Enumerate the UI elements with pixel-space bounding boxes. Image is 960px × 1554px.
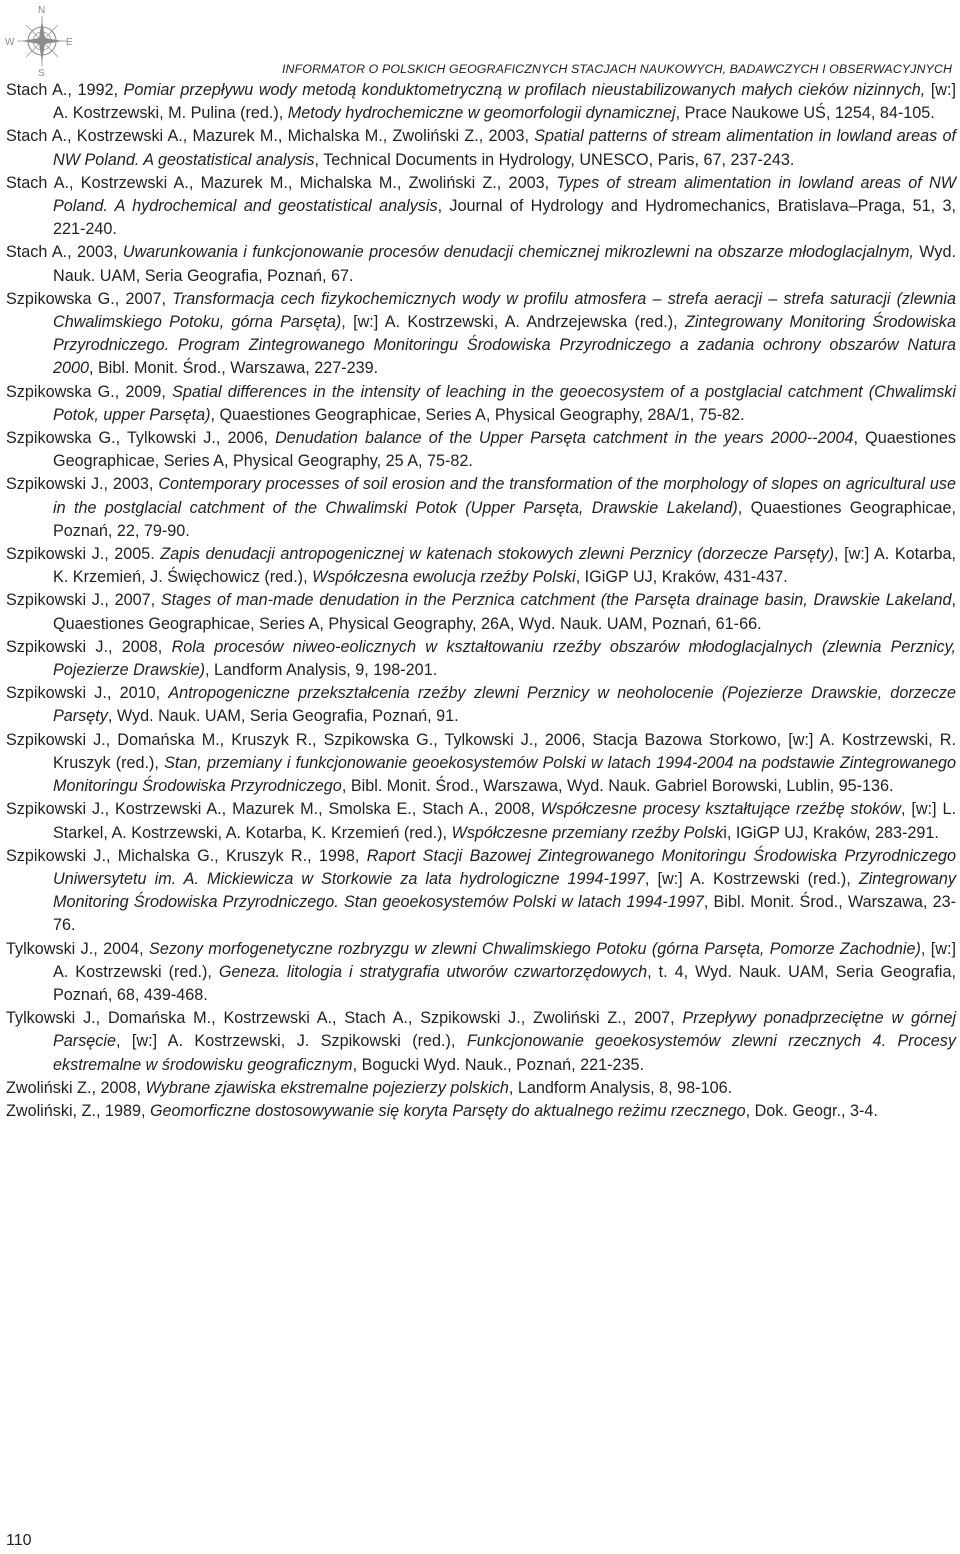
reference-entry	[6, 288, 956, 381]
reference-text-segment: Szpikowski J., Michalska G., Kruszyk R., 1998,	[6, 846, 367, 865]
reference-text-segment: Szpikowska G., 2007,	[6, 289, 173, 308]
reference-text-segment: Zwoliński, Z., 1989,	[6, 1101, 150, 1120]
reference-title-segment: Sezony morfogenetyczne rozbryzgu w zlewni Chwalimskiego Potoku (górna Parsęta, Pomorze Zachodnie)	[149, 939, 921, 958]
reference-entry	[6, 589, 956, 635]
reference-text-segment: , [w:] L. Starkel, A. Kostrzewski, A. Kotarba, K. Krzemień (red.),	[53, 800, 956, 842]
reference-entry	[6, 172, 956, 242]
reference-entry	[6, 427, 956, 473]
reference-title-segment: Rola procesów niweo-eolicznych w kształtowaniu rzeźby obszarów młodoglacjalnych (zlewnia Perznicy, Pojezierze Drawskie)	[53, 637, 957, 680]
reference-text-segment: , t. 4, Wyd. Nauk. UAM, Seria Geografia, Poznań, 68, 439-468.	[53, 962, 956, 1004]
reference-text-segment: , Quaestiones Geographicae, Series A, Physical Geography, 25 A, 75-82.	[53, 429, 956, 471]
reference-entry	[6, 473, 956, 543]
reference-text-segment: , Journal of Hydrology and Hydromechanics, Bratislava–Praga, 51, 3, 221-240.	[53, 197, 956, 239]
reference-text-segment: Szpikowski J., 2007,	[6, 591, 161, 610]
reference-title-segment: Stages of man-made denudation in the Perznica catchment (the Parsęta drainage basin, Drawskie Lakeland	[160, 591, 952, 610]
reference-text-segment: , Quaestiones Geographicae, Series A, Physical Geography, 26A, Wyd. Nauk. UAM, Poznań, 61-66.	[53, 591, 956, 633]
compass-east-letter: E	[66, 37, 73, 48]
running-header: INFORMATOR O POLSKICH GEOGRAFICZNYCH STACJACH NAUKOWYCH, BADAWCZYCH I OBSERWACYJNYCH	[282, 62, 952, 76]
reference-title-segment: Stan, przemiany i funkcjonowanie geoekosystemów Polski w latach 1994-2004 na podstawie Zintegrowanego Monitoringu Środowiska Przyrodniczego	[53, 753, 956, 796]
compass-rose-logo	[4, 2, 74, 78]
reference-text-segment: , Landform Analysis, 9, 198-201.	[205, 661, 438, 680]
reference-title-segment: Spatial patterns of stream alimentation in lowland areas of NW Poland. A geostatistical analysis	[53, 127, 956, 169]
reference-title-segment: Zapis denudacji antropogenicznej w katenach stokowych zlewni Perznicy (dorzecze Parsęty)	[160, 545, 835, 564]
reference-text-segment: , Bogucki Wyd. Nauk., Poznań, 221-235.	[352, 1055, 644, 1074]
reference-text-segment: , [w:] A. Kostrzewski, A. Andrzejewska (red.),	[341, 313, 685, 332]
reference-entry	[6, 636, 956, 682]
reference-text-segment: Zwoliński Z., 2008,	[6, 1078, 146, 1097]
reference-text-segment: , Wyd. Nauk. UAM, Seria Geografia, Poznań, 91.	[107, 707, 459, 726]
reference-text-segment: Szpikowski J., 2008,	[6, 637, 172, 656]
reference-entry	[6, 381, 956, 427]
reference-text-segment: Szpikowska G., 2009,	[6, 382, 173, 401]
reference-entry	[6, 241, 956, 287]
reference-title-segment: Types of stream alimentation in lowland areas of NW Poland. A hydrochemical and geostatistical analysis	[53, 173, 956, 216]
reference-text-segment: , Bibl. Monit. Środ., Warszawa, Wyd. Nauk. Gabriel Borowski, Lublin, 95-136.	[341, 777, 894, 796]
reference-entry	[6, 938, 956, 1008]
reference-title-segment: Geneza. litologia i stratygrafia utworów czwartorzędowych	[218, 962, 648, 981]
reference-entry	[6, 543, 956, 589]
reference-text-segment: Stach A., 1992,	[6, 81, 124, 99]
reference-text-segment: Szpikowska G., Tylkowski J., 2006,	[6, 429, 276, 448]
reference-title-segment: Antropogeniczne przekształcenia rzeźby zlewni Perznicy w neoholocenie (Pojezierze Drawskie, dorzecze Parsęty	[53, 684, 956, 726]
reference-text-segment: , Quaestiones Geographicae, Poznań, 22, 79-90.	[53, 498, 957, 540]
reference-text-segment: , Bibl. Monit. Środ., Warszawa, 23-76.	[53, 893, 956, 935]
reference-title-segment: Metody hydrochemiczne w geomorfologii dynamicznej	[287, 104, 676, 123]
reference-text-segment: , IGiGP UJ, Kraków, 431-437.	[575, 568, 788, 587]
reference-text-segment: , [w:] A. Kostrzewski, J. Szpikowski (red.),	[115, 1032, 467, 1051]
reference-text-segment: , [w:] A. Kotarba, K. Krzemień, J. Święchowicz (red.),	[53, 545, 957, 587]
reference-list	[6, 79, 956, 1123]
reference-title-segment: Raport Stacji Bazowej Zintegrowanego Monitoringu Środowiska Przyrodniczego Uniwersytetu im. A. Mickiewicza w Storkowie za lata hydrologiczne 1994-1997	[53, 846, 956, 888]
reference-text-segment: , Dok. Geogr., 3-4.	[745, 1101, 878, 1120]
reference-text-segment: , Prace Naukowe UŚ, 1254, 84-105.	[675, 104, 935, 123]
reference-title-segment: Denudation balance of the Upper Parsęta catchment in the years 2000--2004	[275, 429, 854, 448]
compass-south-letter: S	[38, 68, 45, 78]
reference-text-segment: Tylkowski J., Domańska M., Kostrzewski A., Stach A., Szpikowski J., Zwoliński Z., 2007,	[6, 1009, 683, 1028]
reference-text-segment: Szpikowski J., 2010,	[6, 684, 169, 703]
reference-text-segment: Szpikowski J., 2005.	[6, 545, 161, 564]
reference-text-segment: Stach A., 2003,	[6, 243, 123, 262]
reference-title-segment: Wybrane zjawiska ekstremalne pojezierzy polskich	[145, 1078, 509, 1097]
reference-title-segment: Współczesne procesy kształtujące rzeźbę stoków	[540, 800, 901, 819]
reference-entry	[6, 845, 956, 938]
compass-north-letter: N	[38, 5, 46, 16]
reference-entry	[6, 79, 956, 125]
reference-text-segment: , Bibl. Monit. Środ., Warszawa, 227-239.	[89, 359, 379, 378]
reference-title-segment: Transformacja cech fizykochemicznych wody w profilu atmosfera – strefa aeracji – strefa saturacji (zlewnia Chwalimskiego Potoku, górna Parsęta)	[53, 289, 956, 332]
page-number: 110	[6, 1532, 32, 1549]
reference-text-segment: , Quaestiones Geographicae, Series A, Physical Geography, 28A/1, 75-82.	[210, 405, 745, 424]
reference-title-segment: Przepływy ponadprzeciętne w górnej Parsęcie	[53, 1009, 956, 1051]
reference-text-segment: Tylkowski J., 2004,	[6, 939, 150, 958]
reference-text-segment: Stach A., Kostrzewski A., Mazurek M., Michalska M., Zwoliński Z., 2003,	[6, 173, 557, 192]
reference-title-segment: Spatial differences in the intensity of leaching in the geoecosystem of a postglacial catchment (Chwalimski Potok, upper Parsęta)	[53, 382, 956, 424]
reference-title-segment: Zintegrowany Monitoring Środowiska Przyrodniczego. Program Zintegrowanego Monitoringu Środowiska Przyrodniczego a zadania ochrony obszarów Natura 2000	[53, 313, 957, 378]
compass-west-letter: W	[5, 37, 15, 48]
reference-text-segment: Szpikowski J., Domańska M., Kruszyk R., Szpikowska G., Tylkowski J., 2006, Stacja Bazowa Storkowo, [w:] A. Kostrzewski, R. Kruszyk (red.),	[6, 730, 956, 772]
reference-entry	[6, 1100, 956, 1123]
reference-entry	[6, 798, 956, 844]
reference-text-segment: i, IGiGP UJ, Kraków, 283-291.	[723, 823, 939, 842]
reference-entry	[6, 125, 956, 171]
reference-entry	[6, 1007, 956, 1077]
reference-text-segment: Stach A., Kostrzewski A., Mazurek M., Michalska M., Zwoliński Z., 2003,	[6, 127, 535, 146]
reference-title-segment: Pomiar przepływu wody metodą konduktometryczną w profilach nieustabilizowanych małych cieków nizinnych,	[123, 81, 926, 99]
reference-title-segment: Współczesne przemiany rzeźby Polsk	[451, 823, 724, 842]
reference-text-segment: , Technical Documents in Hydrology, UNESCO, Paris, 67, 237-243.	[314, 150, 795, 169]
reference-title-segment: Zintegrowany Monitoring Środowiska Przyrodniczego. Stan geoekosystemów Polski w latach 1994-1997	[53, 869, 956, 912]
reference-text-segment: , Landform Analysis, 8, 98-106.	[508, 1078, 733, 1097]
reference-title-segment: Geomorficzne dostosowywanie się koryta Parsęty do aktualnego reżimu rzecznego	[149, 1101, 746, 1120]
reference-entry	[6, 1077, 956, 1100]
reference-title-segment: Funkcjonowanie geoekosystemów zlewni rzecznych 4. Procesy ekstremalne w środowisku geograficznym	[53, 1032, 956, 1074]
reference-text-segment: Szpikowski J., Kostrzewski A., Mazurek M., Smolska E., Stach A., 2008,	[6, 800, 541, 819]
reference-title-segment: Contemporary processes of soil erosion and the transformation of the morphology of slopes on agricultural use in the postglacial catchment of the Chwalimski Potok (Upper Parsęta, Drawskie Lakeland)	[53, 475, 956, 517]
reference-text-segment: Wyd. Nauk. UAM, Seria Geografia, Poznań, 67.	[53, 243, 956, 285]
reference-text-segment: , [w:] A. Kostrzewski (red.),	[644, 869, 859, 888]
reference-entry	[6, 682, 956, 728]
reference-title-segment: Uwarunkowania i funkcjonowanie procesów denudacji chemicznej mikrozlewni na obszarze młodoglacjalnym,	[122, 243, 914, 262]
reference-entry	[6, 729, 956, 799]
reference-title-segment: Współczesna ewolucja rzeźby Polski	[312, 568, 576, 587]
reference-text-segment: [w:] A. Kostrzewski, M. Pulina (red.),	[53, 81, 956, 123]
reference-text-segment: , [w:] A. Kostrzewski (red.),	[53, 939, 956, 981]
reference-text-segment: Szpikowski J., 2003,	[6, 475, 159, 494]
